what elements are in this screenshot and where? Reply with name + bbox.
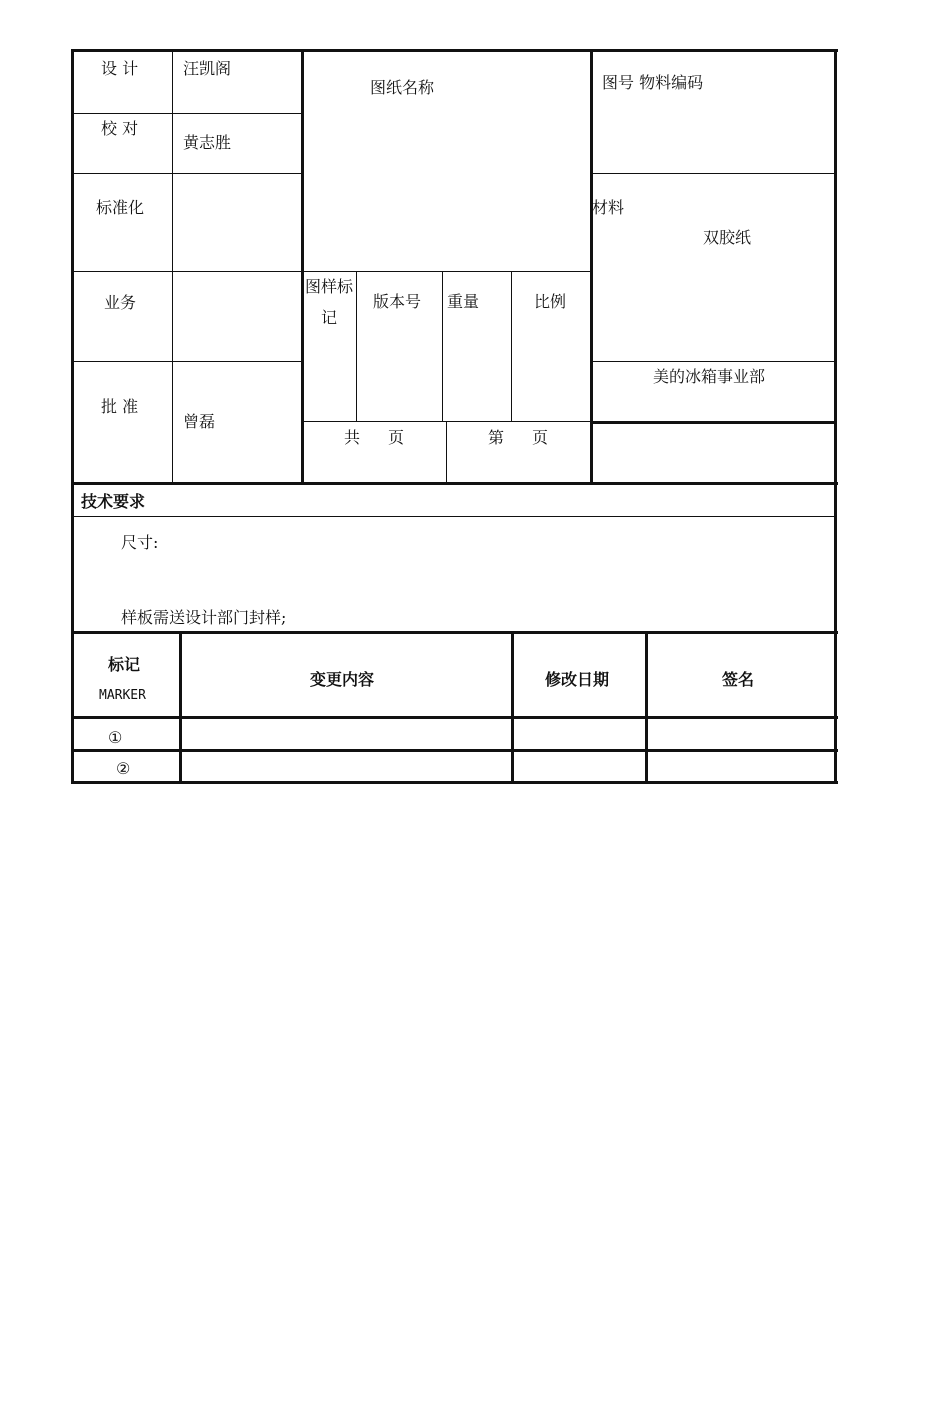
- right-line-company: [592, 421, 835, 424]
- change-col-divider-1: [179, 633, 182, 784]
- version-label: 版本号: [373, 292, 422, 311]
- change-row-line-2: [71, 781, 838, 784]
- middle-divider-c: [511, 271, 512, 421]
- designer-label: 设 计: [101, 59, 139, 78]
- total-pages-label: 共: [344, 428, 361, 447]
- sample-mark-label-line1: 图样标: [305, 277, 354, 296]
- row-line-design: [73, 113, 302, 114]
- material-label: 材料: [592, 198, 625, 217]
- change-header-line: [71, 716, 838, 719]
- change-col-divider-3: [645, 633, 648, 784]
- checker-value: 黄志胜: [183, 133, 232, 152]
- weight-label: 重量: [447, 292, 480, 311]
- frame-left-line: [71, 49, 74, 784]
- checker-label: 校 对: [101, 119, 139, 138]
- right-line-material: [592, 361, 835, 362]
- standardization-label: 标准化: [96, 198, 145, 217]
- right-line-drawno: [592, 173, 835, 174]
- frame-title-bottom-line: [71, 482, 838, 485]
- frame-right-line: [834, 49, 837, 784]
- tech-requirements-heading: 技术要求: [81, 492, 146, 511]
- row-line-check: [73, 173, 302, 174]
- designer-value: 汪凯阁: [183, 59, 232, 78]
- tech-heading-line: [73, 516, 835, 517]
- header-date: 修改日期: [545, 670, 610, 689]
- size-requirement: 尺寸:: [121, 533, 159, 552]
- middle-line-pages: [303, 421, 591, 422]
- total-pages-unit: 页: [388, 428, 405, 447]
- drawing-no-label: 图号 物料编码: [602, 73, 704, 92]
- row-line-business: [73, 361, 302, 362]
- approval-label: 批 准: [101, 397, 139, 416]
- middle-line-top: [303, 271, 591, 272]
- frame-top-line: [71, 49, 838, 52]
- drawing-name-label: 图纸名称: [370, 78, 435, 97]
- page-no-label: 第: [488, 428, 505, 447]
- company-name: 美的冰箱事业部: [653, 367, 766, 386]
- row-mark: ①: [108, 728, 123, 747]
- middle-divider-b: [442, 271, 443, 421]
- col-divider-1: [172, 51, 173, 483]
- page-no-unit: 页: [532, 428, 549, 447]
- middle-divider-a: [356, 271, 357, 421]
- business-label: 业务: [104, 293, 137, 312]
- header-mark: 标记: [108, 655, 141, 674]
- change-col-divider-2: [511, 633, 514, 784]
- material-value: 双胶纸: [703, 228, 752, 247]
- sample-requirement: 样板需送设计部门封样;: [121, 608, 287, 627]
- sample-mark-label-line2: 记: [321, 308, 338, 327]
- row-line-standard: [73, 271, 302, 272]
- middle-divider-pages: [446, 421, 447, 482]
- change-row-line-1: [71, 749, 838, 752]
- scale-label: 比例: [534, 292, 567, 311]
- col-divider-2: [301, 51, 304, 483]
- header-mark-en: MARKER: [99, 688, 146, 703]
- col-divider-3: [590, 51, 593, 483]
- row-mark: ②: [116, 759, 131, 778]
- approval-value: 曾磊: [183, 412, 216, 431]
- tech-bottom-line: [71, 631, 838, 634]
- header-signature: 签名: [722, 670, 755, 689]
- header-content: 变更内容: [310, 670, 375, 689]
